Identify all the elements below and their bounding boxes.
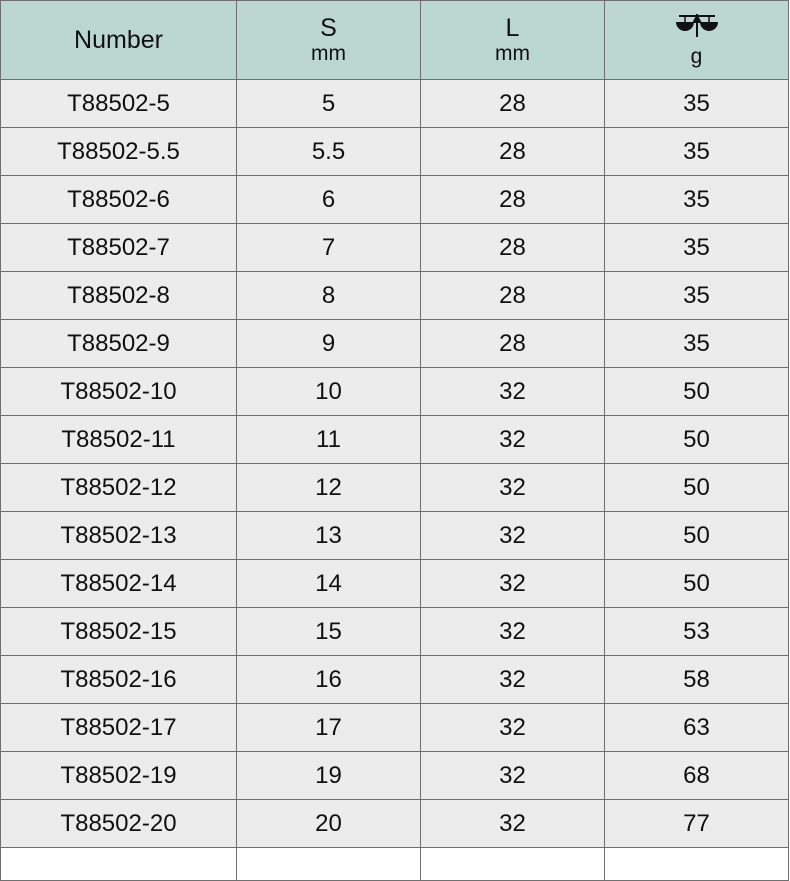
cell-s: 13	[237, 512, 421, 560]
cell-weight: 50	[605, 416, 789, 464]
cell-s: 6	[237, 176, 421, 224]
table-row	[1, 704, 789, 752]
cell-s: 17	[237, 704, 421, 752]
cell-l: 32	[421, 800, 605, 848]
cell-l: 32	[421, 368, 605, 416]
cell-weight: 35	[605, 320, 789, 368]
column-header-l	[421, 1, 605, 80]
cell-weight: 50	[605, 512, 789, 560]
cell-number: T88502-6	[1, 176, 237, 224]
table-row	[1, 176, 789, 224]
column-header-weight-unit: g	[690, 44, 703, 68]
cell-number: T88502-5	[1, 80, 237, 128]
cell-s: 5.5	[237, 128, 421, 176]
column-header-l-unit: mm	[495, 42, 530, 66]
cell-weight: 58	[605, 656, 789, 704]
column-header-s-unit: mm	[311, 42, 346, 66]
cell-l: 28	[421, 128, 605, 176]
column-header-number	[1, 1, 237, 80]
cell-number: T88502-17	[1, 704, 237, 752]
cell-weight: 53	[605, 608, 789, 656]
column-header-s	[237, 1, 421, 80]
cell-weight: 50	[605, 464, 789, 512]
column-header-weight	[605, 1, 789, 80]
footer-cell-s	[237, 848, 421, 881]
cell-weight: 77	[605, 800, 789, 848]
cell-s: 8	[237, 272, 421, 320]
table-row	[1, 128, 789, 176]
column-header-l-label: L	[505, 14, 520, 43]
cell-l: 32	[421, 704, 605, 752]
table-row	[1, 464, 789, 512]
cell-s: 11	[237, 416, 421, 464]
cell-l: 28	[421, 272, 605, 320]
cell-s: 14	[237, 560, 421, 608]
column-header-s-label: S	[320, 14, 337, 43]
footer-cell-weight	[605, 848, 789, 881]
balance-scale-icon	[675, 12, 719, 44]
cell-l: 32	[421, 656, 605, 704]
cell-number: T88502-7	[1, 224, 237, 272]
cell-number: T88502-5.5	[1, 128, 237, 176]
cell-l: 28	[421, 80, 605, 128]
cell-weight: 50	[605, 368, 789, 416]
cell-s: 12	[237, 464, 421, 512]
cell-number: T88502-20	[1, 800, 237, 848]
cell-l: 32	[421, 752, 605, 800]
cell-l: 32	[421, 608, 605, 656]
cell-weight: 35	[605, 128, 789, 176]
cell-number: T88502-14	[1, 560, 237, 608]
table-row	[1, 368, 789, 416]
cell-s: 19	[237, 752, 421, 800]
cell-number: T88502-12	[1, 464, 237, 512]
table-row	[1, 752, 789, 800]
footer-cell-number	[1, 848, 237, 881]
cell-s: 5	[237, 80, 421, 128]
table-row	[1, 512, 789, 560]
cell-l: 32	[421, 416, 605, 464]
cell-s: 9	[237, 320, 421, 368]
cell-weight: 35	[605, 272, 789, 320]
table-header	[1, 1, 789, 80]
cell-weight: 50	[605, 560, 789, 608]
cell-number: T88502-11	[1, 416, 237, 464]
cell-number: T88502-9	[1, 320, 237, 368]
cell-s: 16	[237, 656, 421, 704]
table-row	[1, 608, 789, 656]
table-footer-row	[1, 848, 789, 881]
column-header-number-label: Number	[74, 26, 163, 54]
cell-number: T88502-15	[1, 608, 237, 656]
table-row	[1, 224, 789, 272]
cell-l: 28	[421, 176, 605, 224]
cell-weight: 68	[605, 752, 789, 800]
cell-l: 32	[421, 560, 605, 608]
footer-cell-l	[421, 848, 605, 881]
table-row	[1, 80, 789, 128]
cell-number: T88502-19	[1, 752, 237, 800]
table-row	[1, 416, 789, 464]
cell-weight: 35	[605, 80, 789, 128]
cell-l: 32	[421, 464, 605, 512]
table-header-row	[1, 1, 789, 80]
table-row	[1, 800, 789, 848]
table-row	[1, 560, 789, 608]
cell-l: 28	[421, 224, 605, 272]
cell-number: T88502-8	[1, 272, 237, 320]
cell-s: 15	[237, 608, 421, 656]
cell-weight: 63	[605, 704, 789, 752]
cell-l: 28	[421, 320, 605, 368]
cell-s: 7	[237, 224, 421, 272]
table-row	[1, 656, 789, 704]
cell-number: T88502-10	[1, 368, 237, 416]
cell-number: T88502-13	[1, 512, 237, 560]
table-body	[1, 80, 789, 881]
cell-weight: 35	[605, 176, 789, 224]
cell-weight: 35	[605, 224, 789, 272]
table-row	[1, 272, 789, 320]
cell-s: 10	[237, 368, 421, 416]
cell-l: 32	[421, 512, 605, 560]
cell-s: 20	[237, 800, 421, 848]
cell-number: T88502-16	[1, 656, 237, 704]
table-row	[1, 320, 789, 368]
